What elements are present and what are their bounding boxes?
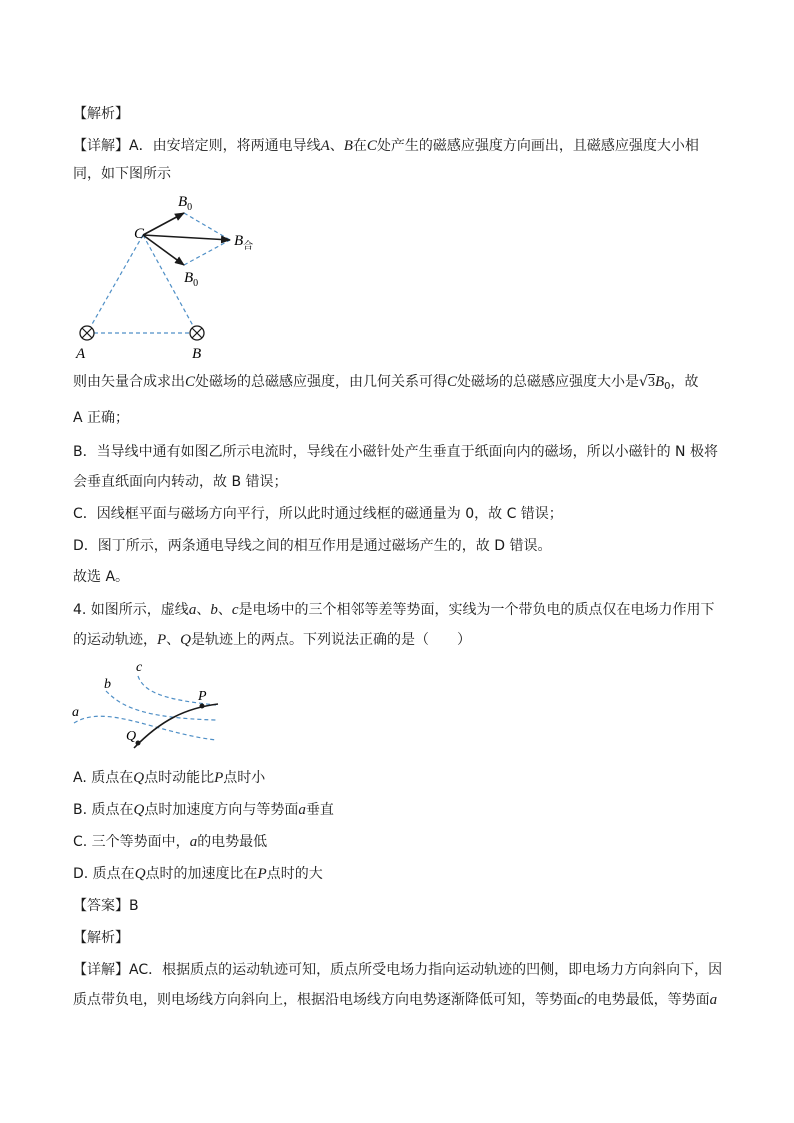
var-a: a (709, 992, 718, 1008)
parallelogram-top (184, 213, 230, 240)
text: A. 质点在 (73, 770, 134, 786)
text: 则由矢量合成求出 (73, 374, 185, 390)
text: 的电势最低，等势面 (583, 992, 710, 1008)
parallelogram-bottom (184, 240, 230, 265)
var-Q: Q (133, 802, 145, 818)
text: 点时加速度方向与等势面 (144, 802, 299, 818)
var-P: P (257, 866, 267, 882)
triangle-side-CA (87, 235, 143, 333)
var-P: P (157, 632, 167, 648)
answer-choice: 故选 A。 (73, 569, 130, 585)
var-c: c (577, 992, 584, 1008)
text: 在 (352, 138, 367, 154)
sqrt-value: 3 (647, 375, 655, 390)
var-C: C (185, 374, 196, 390)
point-P (200, 704, 205, 709)
var-c: c (231, 602, 239, 618)
wire-A-icon (80, 326, 94, 340)
detail2-line1: 【详解】AC．根据质点的运动轨迹可知，质点所受电场力指向运动轨迹的凹侧，即电场力方向斜向下，因 (73, 962, 723, 978)
wire-B-icon (190, 326, 204, 340)
text: 、 (217, 602, 232, 618)
text: 处磁场的总磁感应强度，由几何关系可得 (195, 374, 448, 390)
detail2-line2 (73, 990, 717, 1010)
text: 处磁场的总磁感应强度大小是 (457, 374, 640, 390)
var-b: b (210, 602, 218, 618)
text: 处产生的磁感应强度方向画出，且磁感应强度大小相 (376, 138, 699, 154)
text: 、 (196, 602, 211, 618)
option-A (73, 768, 265, 788)
trajectory (134, 704, 218, 748)
var-P: P (214, 770, 224, 786)
analysis-heading-2: 【解析】 (73, 930, 129, 946)
option-D (73, 864, 323, 884)
option-B-explanation-line2: 会垂直纸面向内转动，故 B 错误； (73, 474, 288, 490)
text: 质点带负电，则电场线方向斜向上，根据沿电场线方向电势逐渐降低可知，等势面 (73, 992, 577, 1008)
label-a: a (72, 705, 79, 720)
subscript: 0 (664, 381, 671, 392)
label-A: A (76, 346, 86, 362)
vector-B-total (143, 235, 230, 240)
vector-diagram-figure (70, 190, 270, 365)
var-C: C (447, 374, 458, 390)
text: 垂直 (305, 802, 334, 818)
question4-line2 (73, 630, 471, 650)
var-a: a (298, 802, 306, 818)
label-C: C (134, 226, 145, 242)
text: 【详解】A．由安培定则，将两通电导线 (73, 138, 321, 154)
text: 是电场中的三个相邻等差等势面，实线为一个带负电的质点仅在电场力作用下 (238, 602, 715, 618)
detail-paragraph-line1 (73, 136, 699, 156)
text: 点时的加速度比在 (145, 866, 258, 882)
option-D-explanation: D．图丁所示，两条通电导线之间的相互作用是通过磁场产生的，故 D 错误。 (73, 538, 552, 554)
text: B. 质点在 (73, 802, 134, 818)
question4-line1 (73, 600, 714, 620)
option-C-explanation: C．因线框平面与磁场方向平行，所以此时通过线框的磁通量为 0，故 C 错误； (73, 506, 563, 522)
label-B0-top: $B_0$ (178, 194, 193, 213)
var-Q: Q (180, 632, 192, 648)
label-B0-bottom: $B_0$ (184, 270, 199, 289)
equipotential-figure (66, 658, 226, 758)
text: 点时的大 (266, 866, 323, 882)
label-P: P (198, 689, 207, 704)
vector-B0-bottom (143, 235, 184, 265)
text: 、 (329, 138, 344, 154)
var-Q: Q (134, 866, 146, 882)
var-a: a (189, 834, 198, 850)
option-B (73, 800, 334, 820)
text: 的运动轨迹， (73, 632, 157, 648)
conclusion-line2: A 正确； (73, 410, 130, 426)
label-c: c (136, 660, 143, 675)
label-b: b (104, 677, 111, 692)
label-Q: Q (126, 729, 137, 744)
text: 4. 如图所示，虚线 (73, 602, 189, 618)
var-A: A (320, 138, 330, 154)
var-Q: Q (133, 770, 145, 786)
conclusion-line1 (73, 372, 699, 397)
var-B: B (654, 374, 665, 390)
text: C. 三个等势面中， (73, 834, 190, 850)
sqrt-symbol: √ (639, 374, 648, 390)
text: D. 质点在 (73, 866, 135, 882)
var-B: B (343, 138, 353, 154)
vector-B0-top (143, 213, 184, 235)
text: 的电势最低 (197, 834, 268, 850)
label-B-total: $B_合$ (234, 233, 254, 252)
text: 点时小 (223, 770, 266, 786)
option-B-explanation-line1: B．当导线中通有如图乙所示电流时，导线在小磁针处产生垂直于纸面向内的磁场，所以小磁针的 N 极将 (73, 444, 718, 460)
var-C: C (366, 138, 377, 154)
option-C (73, 832, 267, 852)
text: 、 (166, 632, 181, 648)
var-a: a (188, 602, 197, 618)
text: 是轨迹上的两点。下列说法正确的是（ ） (191, 632, 472, 648)
answer-label: 【答案】B (73, 898, 139, 914)
text: ，故 (670, 374, 699, 390)
point-Q (136, 741, 141, 746)
detail-paragraph-line2: 同，如下图所示 (73, 166, 171, 182)
text: 点时动能比 (144, 770, 215, 786)
analysis-heading: 【解析】 (73, 106, 129, 122)
label-B: B (192, 346, 202, 362)
